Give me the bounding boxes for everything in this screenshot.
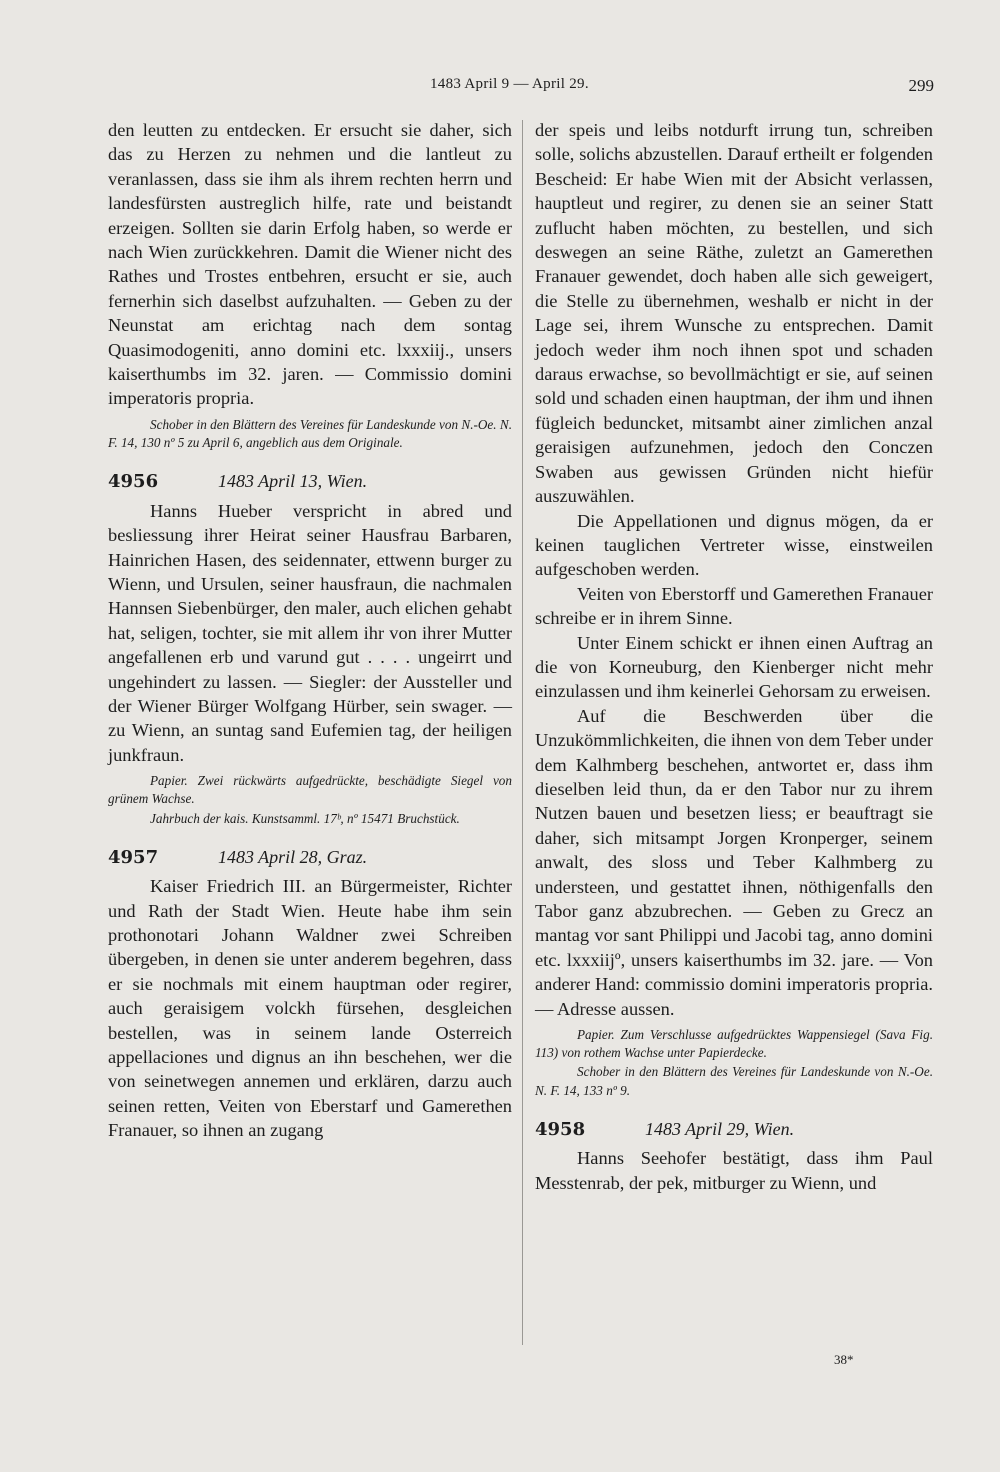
continued-entry-text: den leutten zu entdecken. Er ersucht sie daher, sich das zu Herzen zu nehmen und die lantleut zu veranlassen, dass sie ihm als ihrem rechten herrn und landesfürsten austreglich hilfe, rate und beistandt erzeigen. Sollten sie darin Erfolg haben, so werde er nach Wien zurückkehren. Damit die Wiener nicht des Rathes und Trostes entbehren, ersucht er sie, auch fernerhin sich daselbst aufzuhalten. — Geben zu der Neunstat am erichtag nach dem sontag Quasimodogeniti, anno domini etc. lxxxiij., unsers kaiserthumbs im 32. jaren. — Commissio domini imperatoris propria. — [108, 120, 512, 409]
entry-4957-note-material: Papier. Zum Verschlusse aufgedrücktes Wappensiegel (Sava Fig. 113) von rothem Wachse unter Papierdecke. — [535, 1027, 933, 1061]
right-column — [535, 118, 933, 1195]
entry-number: 4957 — [108, 846, 159, 868]
entry-date: 1483 April 28, Graz. — [218, 846, 368, 867]
entry-4956-text: Hanns Hueber verspricht in abred und besliessung ihrer Heirat seiner Hausfrau Barbaren, Hainrichen Hasen, des seidennater, ettwenn burger zu Wienn, und Ursulen, seiner hausfraun, die nachmalen Hannsen Siebenbürger, den maler, auch elichen gehabt hat, seligen, tochter, sie mit allem ihr von ihrer Mutter angefallenen erb und varund gut . . . . ungeirrt und ungehindert zu lassen. — Siegler: der Aussteller und der Wiener Bürger Wolfgang Hürber, sein swager. — zu Wienn, an suntag sand Eufemien tag, der heiligen junkfraun. — [108, 500, 512, 765]
entry-4957-paragraph-eberstorff: Veiten von Eberstorff und Gamerethen Franauer schreibe er in ihrem Sinne. — [535, 583, 933, 629]
entry-4957-header — [108, 845, 512, 870]
entry-4957-note-source: Schober in den Blättern des Vereines für Landeskunde von N.-Oe. N. F. 14, 133 nº 9. — [535, 1064, 933, 1098]
entry-4957-text-continued: der speis und leibs notdurft irrung tun, schreiben solle, solichs abzustellen. Darauf ertheilt er folgenden Bescheid: Er habe Wien mit der Absicht verlassen, hauptleut und regirer, zu denen sie an seiner Statt zuflucht haben möchten, zu bestellen, und sich deswegen an seine Räthe, zuletzt an Gamerethen Franauer gewendet, doch haben alle sich geweigert, die Stelle zu übernehmen, weshalb er nicht in der Lage sei, ihrem Wunsche zu entsprechen. Damit jedoch weder ihm noch ihnen spot und schaden daraus erwachse, so bevollmächtigt er sie, auf seinen sold und schaden einen hauptman, der ihm und ihnen fügleich beduncket, mitsambt ainer zimlichen anzal geraisigen aufzunehmen, jedoch den Conczen Swaben aus gewissen Gründen nicht hiefür auszuwählen. — [535, 120, 933, 507]
entry-date: 1483 April 29, Wien. — [645, 1118, 795, 1139]
page-number: 299 — [908, 76, 934, 95]
entry-4956-header — [108, 469, 512, 494]
entry-4958-text: Hanns Seehofer bestätigt, dass ihm Paul Messtenrab, der pek, mitburger zu Wienn, und — [535, 1148, 933, 1193]
entry-4957-text: Kaiser Friedrich III. an Bürgermeister, Richter und Rath der Stadt Wien. Heute habe ihm sein prothonotari Johann Waldner zwei Schreiben übergeben, in denen sie unter anderem begehren, dass er sie nochmals mit einem hauptman oder regirer, auch geraisigem volckh fürsehen, desgleichen bestellen, was in seinem lande Osterreich appellaciones und dignus an ihn beschehen, wer die von seinetwegen annemen und erklären, darzu auch seinen retten, Veiten von Eberstarf und Gamerethen Franauer, so ihnen an zugang — [108, 876, 512, 1141]
entry-4957-paragraph-appellations: Die Appellationen und dignus mögen, da er keinen tauglichen Vertreter wisse, einstweilen aufgeschoben werden. — [535, 510, 933, 580]
entry-4958-header — [535, 1117, 933, 1142]
entry-4956-note-source: Jahrbuch der kais. Kunstsamml. 17ᵇ, nº 15471 Bruchstück. — [150, 810, 460, 826]
running-head-dates: 1483 April 9 — April 29. — [430, 76, 589, 92]
column-rule — [522, 120, 523, 1345]
running-head — [0, 76, 1000, 100]
entry-date: 1483 April 13, Wien. — [218, 471, 368, 492]
left-column — [108, 118, 512, 1143]
entry-4957-paragraph-korneuburg: Unter Einem schickt er ihnen einen Auftrag an die von Korneuburg, den Kienberger nicht mehr einzulassen und ihm keinerlei Gehorsam zu erweisen. — [535, 632, 933, 702]
entry-4957-paragraph-complaints: Auf die Beschwerden über die Unzukömmlichkeiten, die ihnen von dem Teber under dem Kalhmberg beschehen, antwortet er, dass ihm dieselben leid thun, da er den Tabor nur zu ihrem Nutzen bauen und besetzen liess; er beauftragt sie daher, sich mitsampt Jorgen Kronperger, seinem anwalt, des sloss und Teber Kalhmberg zu understeen, und gestattet ihnen, nöthigenfalls den Tabor ganz abzubrechen. — Geben zu Grecz an mantag vor sant Philippi und Jacobi tag, anno domini etc. lxxxiijº, unsers kaiserthumbs im 32. jare. — Von anderer Hand: commissio domini imperatoris propria. — Adresse aussen. — [535, 705, 933, 1019]
signature-mark: 38* — [834, 1352, 854, 1367]
entry-number: 4958 — [535, 1118, 586, 1140]
entry-4956-note-material: Papier. Zwei rückwärts aufgedrückte, beschädigte Siegel von grünem Wachse. — [108, 773, 512, 807]
entry-number: 4956 — [108, 471, 159, 493]
continued-entry-source-note: Schober in den Blättern des Vereines für Landeskunde von N.-Oe. N. F. 14, 130 nº 5 zu April 6, angeblich aus dem Originale. — [108, 416, 512, 451]
